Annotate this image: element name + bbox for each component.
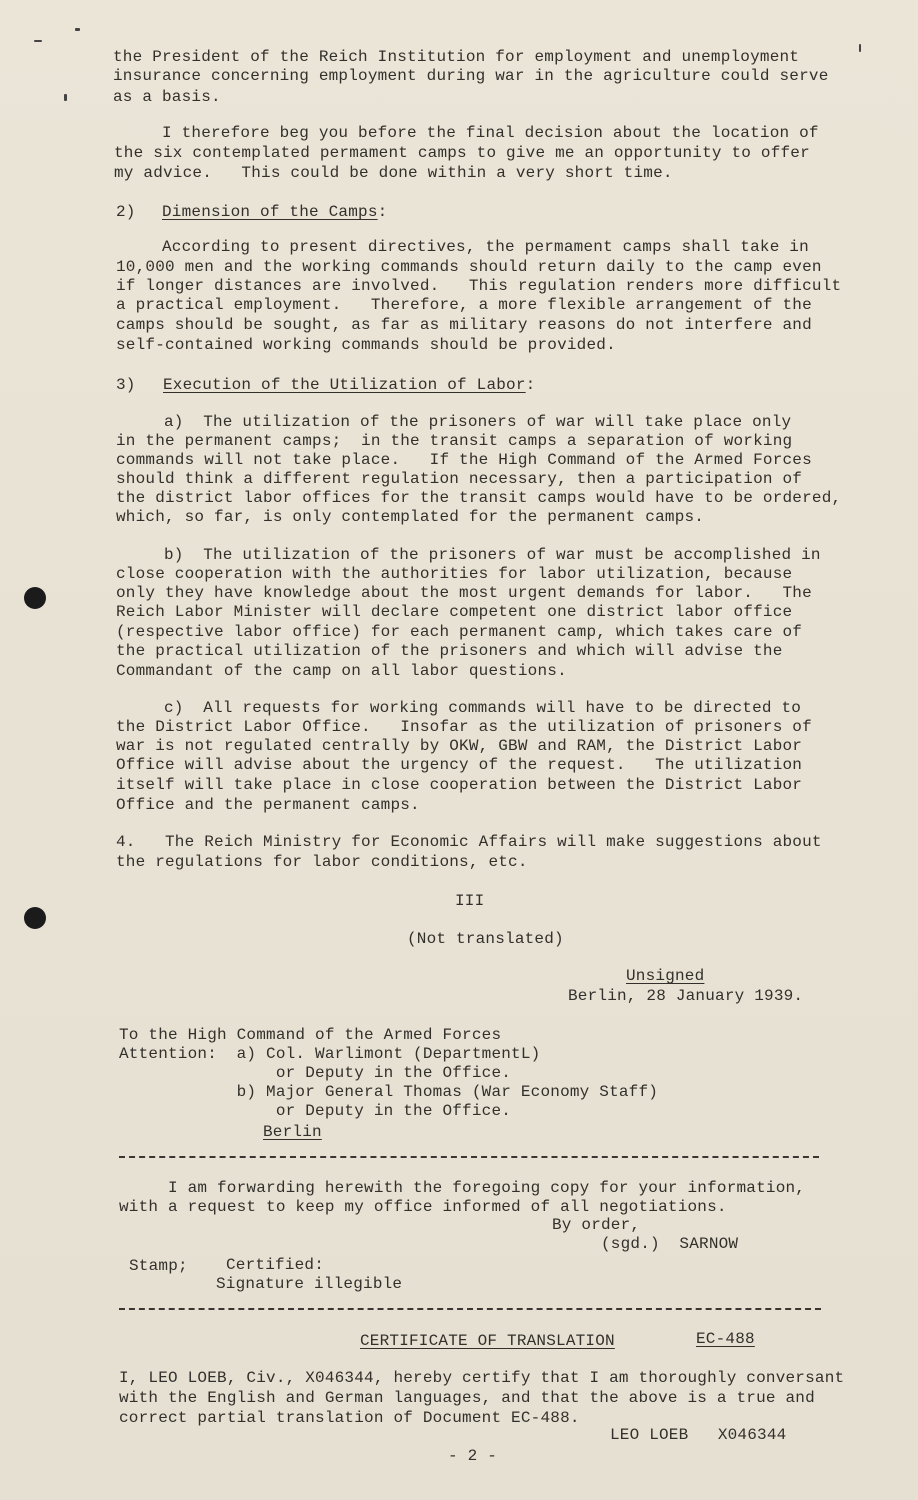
body-line: my advice. This could be done within a very short time.: [114, 164, 673, 182]
body-line: Office will advise about the urgency of the request. The utilization: [116, 756, 803, 774]
dashed-divider: [119, 1308, 821, 1310]
heading-colon: :: [377, 203, 388, 221]
dashed-divider: [119, 1156, 819, 1158]
body-line: the regulations for labor conditions, etc.: [116, 853, 528, 871]
signature-illegible: Signature illegible: [216, 1275, 403, 1293]
body-line: itself will take place in close cooperation between the District Labor: [116, 776, 803, 794]
punch-hole-bottom: [24, 907, 46, 929]
body-line: only they have knowledge about the most urgent demands for labor. The: [116, 584, 812, 602]
forwarding-line: I am forwarding herewith the foregoing copy for your information,: [168, 1179, 806, 1197]
body-line: Commandant of the camp on all labor questions.: [116, 662, 567, 680]
place-date: Berlin, 28 January 1939.: [568, 987, 804, 1005]
body-line: self-contained working commands should be provided.: [116, 336, 616, 354]
body-line: a) The utilization of the prisoners of war will take place only: [164, 413, 792, 431]
scan-mark: [64, 94, 67, 101]
scan-mark: [75, 28, 80, 31]
address-line: or Deputy in the Office.: [119, 1102, 512, 1120]
certified-label: Certified:: [226, 1256, 325, 1274]
body-line: the President of the Reich Institution for employment and unemployment: [113, 48, 800, 66]
stamp-label: Stamp;: [129, 1257, 188, 1275]
section-number: 3): [116, 376, 136, 394]
section-number: 2): [116, 203, 136, 221]
address-line: or Deputy in the Office.: [119, 1064, 512, 1082]
address-line: To the High Command of the Armed Forces: [119, 1026, 502, 1044]
body-line: which, so far, is only contemplated for the permanent camps.: [116, 508, 705, 526]
part-numeral: III: [455, 892, 485, 910]
unsigned-label: Unsigned: [626, 967, 705, 985]
body-line: commands will not take place. If the High Command of the Armed Forces: [116, 451, 812, 469]
certificate-line: with the English and German languages, and that the above is a true and: [119, 1389, 815, 1407]
body-line: a practical employment. Therefore, a more flexible arrangement of the: [116, 296, 812, 314]
page-number: - 2 -: [448, 1447, 498, 1465]
address-line: b) Major General Thomas (War Economy Staff): [119, 1083, 659, 1101]
by-order-label: By order,: [552, 1216, 641, 1234]
body-line: insurance concerning employment during war in the agriculture could serve: [113, 67, 829, 85]
body-line: the District Labor Office. Insofar as the utilization of prisoners of: [116, 718, 812, 736]
body-line: the six contemplated permament camps to give me an opportunity to offer: [114, 144, 810, 162]
certificate-line: I, LEO LOEB, Civ., X046344, hereby certify that I am thoroughly conversant: [119, 1369, 845, 1387]
address-line: Attention: a) Col. Warlimont (DepartmentL): [119, 1045, 541, 1063]
body-line: in the permanent camps; in the transit camps a separation of working: [116, 432, 793, 450]
body-line: close cooperation with the authorities for labor utilization, because: [116, 565, 793, 583]
heading-colon: :: [525, 376, 536, 394]
body-line: b) The utilization of the prisoners of war must be accomplished in: [164, 546, 821, 564]
translator-signature: LEO LOEB X046344: [610, 1426, 787, 1444]
body-line: I therefore beg you before the final decision about the location of: [162, 124, 819, 142]
certificate-title: CERTIFICATE OF TRANSLATION: [360, 1332, 615, 1350]
body-line: as a basis.: [113, 88, 221, 106]
body-line: camps should be sought, as far as military reasons do not interfere and: [116, 316, 812, 334]
body-line: the district labor offices for the transit camps would have to be ordered,: [116, 489, 842, 507]
not-translated-note: (Not translated): [407, 930, 564, 948]
section-heading: [162, 203, 387, 222]
scan-mark: [859, 44, 861, 52]
section-heading-text: Dimension of the Camps: [162, 203, 378, 221]
section-heading: [163, 376, 535, 395]
certificate-line: correct partial translation of Document EC-488.: [119, 1409, 580, 1427]
body-line: Reich Labor Minister will declare competent one district labor office: [116, 603, 793, 621]
body-line: c) All requests for working commands will have to be directed to: [164, 699, 802, 717]
section-heading-text: Execution of the Utilization of Labor: [163, 376, 526, 394]
body-line: if longer distances are involved. This regulation renders more difficult: [116, 277, 842, 295]
body-line: war is not regulated centrally by OKW, GBW and RAM, the District Labor: [116, 737, 803, 755]
punch-hole-top: [24, 587, 46, 609]
body-line: (respective labor office) for each permanent camp, which takes care of: [116, 623, 803, 641]
body-line: According to present directives, the permament camps shall take in: [162, 238, 809, 256]
body-line: 4. The Reich Ministry for Economic Affairs will make suggestions about: [116, 833, 822, 851]
document-code: EC-488: [696, 1330, 755, 1348]
signed-by: (sgd.) SARNOW: [601, 1235, 739, 1253]
body-line: should think a different regulation necessary, then a participation of: [116, 470, 803, 488]
body-line: Office and the permanent camps.: [116, 796, 420, 814]
address-city: Berlin: [263, 1123, 322, 1141]
body-line: the practical utilization of the prisoners and which will advise the: [116, 642, 783, 660]
forwarding-line: with a request to keep my office informed of all negotiations.: [119, 1198, 727, 1216]
scan-mark: [34, 40, 42, 42]
body-line: 10,000 men and the working commands should return daily to the camp even: [116, 258, 822, 276]
